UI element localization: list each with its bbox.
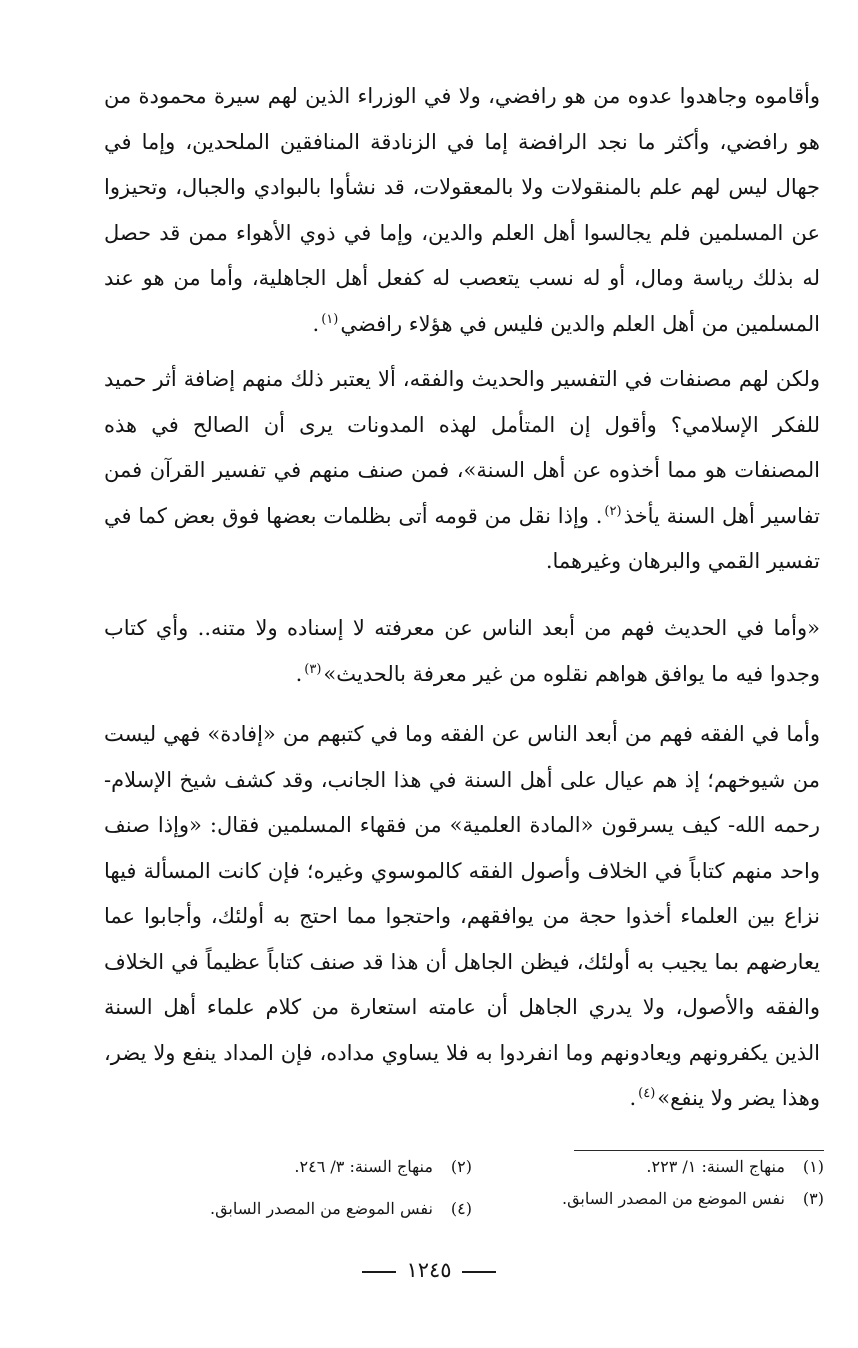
footnote-1-text: منهاج السنة: ١/ ٢٢٣. [646, 1157, 785, 1176]
page-number-value: ١٢٤٥ [406, 1258, 452, 1282]
footnote-3 [562, 1189, 824, 1208]
footnote-4 [210, 1199, 472, 1218]
page-number [0, 1258, 858, 1282]
paragraph-1 [104, 74, 820, 350]
paragraph-3-tail: . [295, 661, 303, 686]
footnote-4-number: (٤) [450, 1199, 472, 1218]
paragraph-2-text: ولكن لهم مصنفات في التفسير والحديث والفقه، ألا يعتبر ذلك منهم إضافة أثر حميد للفكر الإسلامي؟ وأقول إن المتأمل لهذه المدونات يرى أن الصالح في هذه المصنفات هو مما أخذوه عن أهل السنة»، فمن صنف منهم في تفسير القرآن فمن تفاسير أهل السنة يأخذ [104, 367, 820, 528]
paragraph-1-tail: . [312, 311, 320, 336]
page-number-dash-right [462, 1271, 496, 1273]
footnote-4-text: نفس الموضع من المصدر السابق. [210, 1199, 433, 1218]
footnote-ref-2[interactable]: (٢) [604, 503, 622, 519]
footnote-3-text: نفس الموضع من المصدر السابق. [562, 1189, 785, 1208]
paragraph-4-text: وأما في الفقه فهم من أبعد الناس عن الفقه وما في كتبهم من «إفادة» فهي ليست من شيوخهم؛ إذ هم عيال على أهل السنة في هذا الجانب، وقد كشف شيخ الإسلام- رحمه الله- كيف يسرقون «المادة العلمية» من فقهاء المسلمين فقال: «وإذا صنف واحد منهم كتاباً في الخلاف وأصول الفقه كالموسوي وغيره؛ فإن كانت المسألة فيها نزاع بين العلماء أخذوا حجة من يوافقهم، واحتجوا مما احتج به أولئك، وأجابوا عما يعارضهم بما يجيب به أولئك، فيظن الجاهل أن هذا قد صنف كتاباً عظيماً في الخلاف والفقه والأصول، ولا يدري الجاهل أن عامته استعارة من كلام علماء أهل السنة الذين يكفرونهم ويعادونهم وما انفردوا به فلا يساوي مداده، فإن المداد ينفع ولا يضر، وهذا يضر ولا ينفع» [104, 722, 820, 1110]
footnote-ref-3[interactable]: (٣) [304, 661, 322, 677]
footnote-2-text: منهاج السنة: ٣/ ٢٤٦. [294, 1157, 433, 1176]
footnote-1-number: (١) [802, 1157, 824, 1176]
page-number-dash-left [362, 1271, 396, 1273]
footnote-2-number: (٢) [450, 1157, 472, 1176]
footnote-1 [646, 1157, 824, 1176]
paragraph-1-text: وأقاموه وجاهدوا عدوه من هو رافضي، ولا في الوزراء الذين لهم سيرة محمودة من هو رافضي، وأكثر ما نجد الرافضة إما في الزنادقة المنافقين الملحدين، وإما في جهال ليس لهم علم بالمنقولات ولا بالمعقولات، قد نشأوا بالبوادي والجبال، وتحيزوا عن المسلمين فلم يجالسوا أهل العلم والدين، وإما في ذوي الأهواء ممن قد حصل له بذلك رياسة ومال، أو له نسب يتعصب له كفعل أهل الجاهلية، وأما من هو عند المسلمين من أهل العلم والدين فليس في هؤلاء رافضي [104, 84, 820, 336]
paragraph-3-text: «وأما في الحديث فهم من أبعد الناس عن معرفته لا إسناده ولا متنه.. وأي كتاب وجدوا فيه ما يوافق هواهم نقلوه من غير معرفة بالحديث» [104, 616, 820, 686]
footnote-divider [574, 1150, 824, 1151]
paragraph-2-tail: . وإذا نقل من قومه أتى بظلمات بعضها فوق بعض كما في تفسير القمي والبرهان وغيرهما. [104, 503, 820, 573]
paragraph-4-tail: . [629, 1086, 637, 1110]
footnote-2 [294, 1157, 472, 1176]
footnotes-section [118, 1153, 824, 1233]
paragraph-4 [104, 712, 820, 1132]
paragraph-2 [104, 357, 820, 587]
footnote-ref-1[interactable]: (١) [321, 311, 339, 327]
footnote-ref-4[interactable]: (٤) [638, 1086, 656, 1101]
footnote-3-number: (٣) [802, 1189, 824, 1208]
paragraph-3 [104, 606, 820, 698]
